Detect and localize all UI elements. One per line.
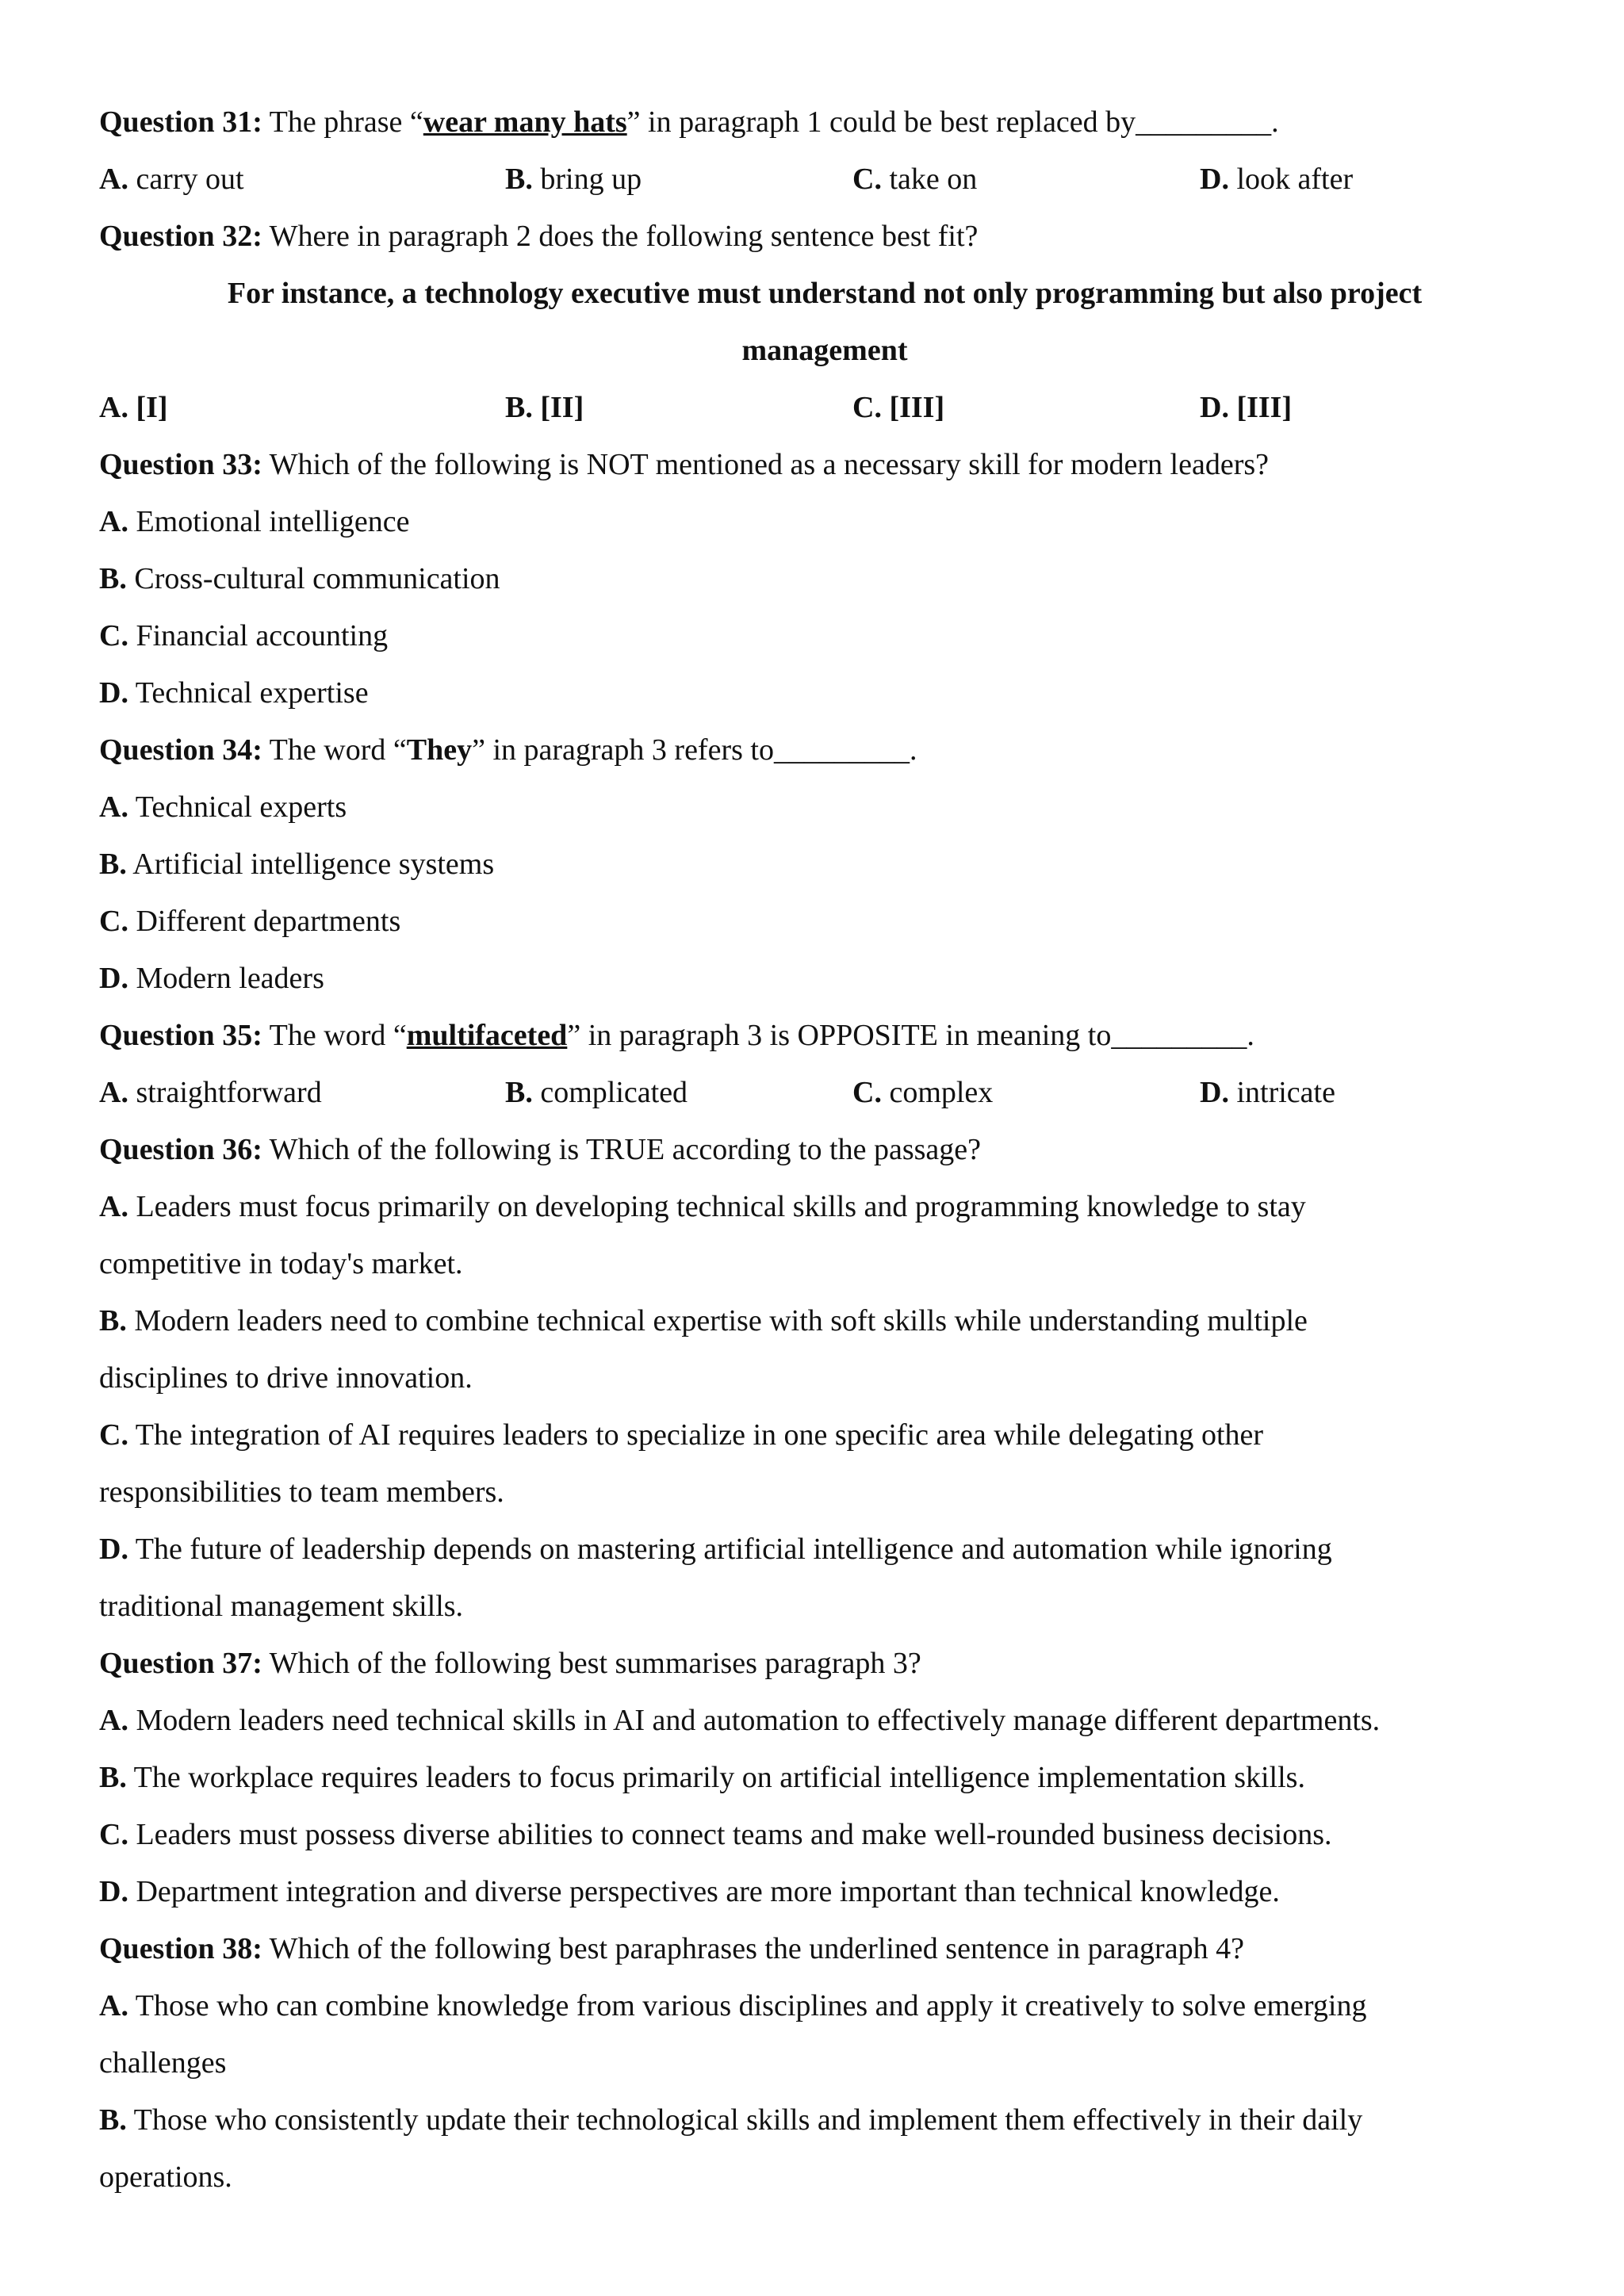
option-b[interactable] xyxy=(505,151,642,208)
option-letter: D. xyxy=(1200,163,1229,196)
option-letter: B. xyxy=(99,1761,127,1794)
option-text: Artificial intelligence systems xyxy=(126,848,495,881)
option-d[interactable] xyxy=(99,1521,1550,1635)
question-38 xyxy=(99,1920,1550,1977)
option-d[interactable] xyxy=(99,1863,1550,1920)
option-letter: B. xyxy=(99,848,127,881)
option-letter: D. xyxy=(1200,1076,1229,1109)
option-letter: A. xyxy=(99,391,128,424)
option-text: The workplace requires leaders to focus primarily on artificial intelligence implementation skills. xyxy=(126,1761,1305,1794)
option-text: Cross-cultural communication xyxy=(126,562,500,595)
option-b[interactable] xyxy=(99,2091,1550,2206)
option-letter: B. xyxy=(99,2103,127,2137)
option-b[interactable] xyxy=(505,379,584,436)
question-text-pre: The word “ xyxy=(262,733,407,767)
question-32 xyxy=(99,208,1550,265)
option-letter: A. xyxy=(99,790,128,824)
option-text: Different departments xyxy=(128,905,401,938)
option-b[interactable] xyxy=(99,1292,1550,1406)
insert-sentence-cont: management xyxy=(741,334,908,367)
option-a[interactable] xyxy=(99,779,1550,836)
key-word: They xyxy=(406,733,473,767)
option-text-cont: responsibilities to team members. xyxy=(99,1475,504,1509)
question-33 xyxy=(99,436,1550,493)
option-c[interactable] xyxy=(99,607,1550,664)
question-label: Question 31: xyxy=(99,105,262,139)
option-letter: B. xyxy=(505,391,533,424)
option-a[interactable] xyxy=(99,1064,322,1121)
option-b[interactable] xyxy=(99,1749,1550,1806)
question-label: Question 36: xyxy=(99,1133,262,1166)
question-text-post: ” in paragraph 1 could be best replaced by_________. xyxy=(626,105,1279,139)
option-letter: D. xyxy=(99,1875,128,1908)
option-c[interactable] xyxy=(852,379,944,436)
option-text: The integration of AI requires leaders to specialize in one specific area while delegating other xyxy=(128,1418,1264,1452)
option-text: The future of leadership depends on mastering artificial intelligence and automation while ignoring xyxy=(128,1533,1332,1566)
option-letter: B. xyxy=(505,1076,533,1109)
question-35 xyxy=(99,1007,1550,1064)
option-letter: B. xyxy=(99,562,127,595)
option-letter: C. xyxy=(99,619,128,652)
option-b[interactable] xyxy=(99,836,1550,893)
option-a[interactable] xyxy=(99,1977,1550,2091)
option-text: [III] xyxy=(1228,391,1293,424)
option-b[interactable] xyxy=(99,550,1550,607)
option-letter: C. xyxy=(99,1418,128,1452)
option-b[interactable] xyxy=(505,1064,688,1121)
option-a[interactable] xyxy=(99,493,1550,550)
key-phrase: wear many hats xyxy=(423,105,627,139)
option-text: straightforward xyxy=(128,1076,322,1109)
option-letter: C. xyxy=(852,163,882,196)
option-letter: D. xyxy=(99,1533,128,1566)
option-letter: B. xyxy=(505,163,533,196)
question-label: Question 33: xyxy=(99,448,262,481)
option-text: Modern leaders need technical skills in AI and automation to effectively manage different departments. xyxy=(128,1704,1381,1737)
option-text-cont: disciplines to drive innovation. xyxy=(99,1361,473,1395)
option-text: Those who consistently update their technological skills and implement them effectively in their daily xyxy=(126,2103,1363,2137)
question-text: Which of the following is NOT mentioned as a necessary skill for modern leaders? xyxy=(262,448,1269,481)
answer-options xyxy=(99,151,1550,208)
option-text: complicated xyxy=(532,1076,688,1109)
option-c[interactable] xyxy=(99,893,1550,950)
option-c[interactable] xyxy=(852,151,977,208)
question-31 xyxy=(99,94,1550,151)
option-letter: D. xyxy=(99,676,128,710)
option-letter: B. xyxy=(99,1304,127,1337)
question-label: Question 34: xyxy=(99,733,262,767)
option-text: Technical expertise xyxy=(128,676,369,710)
option-text: bring up xyxy=(532,163,642,196)
key-word: multifaceted xyxy=(406,1019,568,1052)
answer-options xyxy=(99,379,1550,436)
question-label: Question 37: xyxy=(99,1647,262,1680)
question-text-post: ” in paragraph 3 is OPPOSITE in meaning to_________. xyxy=(567,1019,1254,1052)
option-text: look after xyxy=(1228,163,1354,196)
option-letter: A. xyxy=(99,1190,128,1223)
option-letter: A. xyxy=(99,505,128,538)
option-text: Emotional intelligence xyxy=(128,505,410,538)
option-letter: A. xyxy=(99,1704,128,1737)
option-letter: D. xyxy=(99,962,128,995)
option-text-cont: operations. xyxy=(99,2160,232,2194)
option-text-cont: competitive in today's market. xyxy=(99,1247,463,1280)
question-text-post: ” in paragraph 3 refers to_________. xyxy=(472,733,917,767)
option-text: take on xyxy=(881,163,978,196)
option-letter: C. xyxy=(99,1818,128,1851)
question-text-pre: The phrase “ xyxy=(262,105,423,139)
question-label: Question 38: xyxy=(99,1932,262,1965)
option-text: Department integration and diverse perspectives are more important than technical knowledge. xyxy=(128,1875,1280,1908)
option-text: Those who can combine knowledge from various disciplines and apply it creatively to solve emerging xyxy=(128,1989,1367,2022)
question-text-pre: The word “ xyxy=(262,1019,407,1052)
option-a[interactable] xyxy=(99,1178,1550,1292)
question-text: Which of the following best summarises paragraph 3? xyxy=(262,1647,921,1680)
question-37 xyxy=(99,1635,1550,1692)
option-d[interactable] xyxy=(99,950,1550,1007)
option-letter: A. xyxy=(99,1989,128,2022)
option-text: [II] xyxy=(532,391,584,424)
option-letter: C. xyxy=(852,1076,882,1109)
question-label: Question 35: xyxy=(99,1019,262,1052)
option-text: Modern leaders xyxy=(128,962,324,995)
option-text: carry out xyxy=(128,163,244,196)
option-d[interactable] xyxy=(1200,151,1353,208)
option-letter: D. xyxy=(1200,391,1229,424)
question-label: Question 32: xyxy=(99,220,262,253)
option-text: Modern leaders need to combine technical expertise with soft skills while understanding multiple xyxy=(126,1304,1308,1337)
option-d[interactable] xyxy=(1200,1064,1335,1121)
question-34 xyxy=(99,721,1550,779)
option-text-cont: challenges xyxy=(99,2046,227,2080)
question-text: Which of the following best paraphrases the underlined sentence in paragraph 4? xyxy=(262,1932,1244,1965)
option-a[interactable] xyxy=(99,379,168,436)
option-text: Financial accounting xyxy=(128,619,389,652)
option-c[interactable] xyxy=(852,1064,993,1121)
question-text: Where in paragraph 2 does the following sentence best fit? xyxy=(262,220,979,253)
option-text: [III] xyxy=(881,391,945,424)
option-a[interactable] xyxy=(99,1692,1550,1749)
question-text: Which of the following is TRUE according to the passage? xyxy=(262,1133,982,1166)
option-text-cont: traditional management skills. xyxy=(99,1590,464,1623)
option-text: [I] xyxy=(128,391,168,424)
option-c[interactable] xyxy=(99,1806,1550,1863)
option-letter: C. xyxy=(99,905,128,938)
option-letter: A. xyxy=(99,163,128,196)
option-c[interactable] xyxy=(99,1406,1550,1521)
question-36 xyxy=(99,1121,1550,1178)
option-a[interactable] xyxy=(99,151,244,208)
option-letter: A. xyxy=(99,1076,128,1109)
option-text: Technical experts xyxy=(128,790,347,824)
option-text: intricate xyxy=(1228,1076,1335,1109)
option-letter: C. xyxy=(852,391,882,424)
option-text: complex xyxy=(881,1076,994,1109)
exam-page xyxy=(99,94,1550,2206)
answer-options xyxy=(99,1064,1550,1121)
insert-sentence: For instance, a technology executive must understand not only programming but also project xyxy=(227,277,1423,310)
option-text: Leaders must possess diverse abilities to connect teams and make well-rounded business decisions. xyxy=(128,1818,1332,1851)
option-d[interactable] xyxy=(1200,379,1292,436)
option-d[interactable] xyxy=(99,664,1550,721)
option-text: Leaders must focus primarily on developing technical skills and programming knowledge to stay xyxy=(128,1190,1306,1223)
